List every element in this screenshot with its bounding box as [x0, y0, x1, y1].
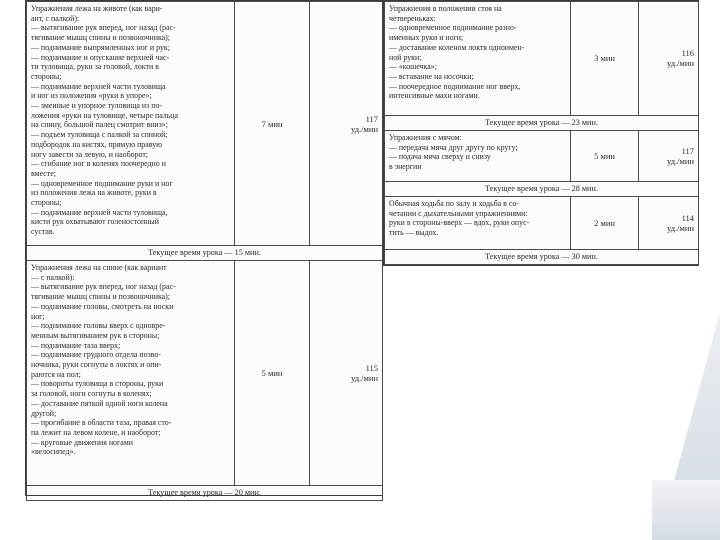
exercise-line: — поднимание головы, смотреть на носки [31, 301, 174, 311]
exercise-line: Упражнения в положении стоя на [389, 4, 502, 13]
exercise-line: ногу завести за левую, и наоборот; [31, 149, 148, 159]
exercise-line: ночника, руки согнуты в локтях и опи- [31, 360, 162, 370]
pulse-cell [639, 130, 699, 181]
exercise-list [31, 4, 230, 237]
table-row [27, 246, 383, 261]
bottom-decoration-band [652, 480, 720, 540]
exercise-line: — поочередное поднимание ног вверх, [389, 81, 521, 91]
exercise-line: стороны; [31, 198, 62, 208]
exercise-line: — передача мяча друг другу по кругу; [389, 142, 518, 152]
exercise-line: — вставание на носочки; [389, 71, 474, 81]
exercise-line: за головой, ноги согнуты в коленях; [31, 389, 152, 399]
exercise-line: — поднимание грудного отдела позво- [31, 350, 161, 360]
exercise-line: — «кошечка»; [389, 62, 437, 72]
exercise-line: стороны; [31, 71, 62, 81]
exercise-line: тягивание мышц спины и позвоночника); [31, 33, 170, 43]
exercise-line: четании с дыхательными упражнениями: [389, 208, 528, 218]
table-row [385, 130, 699, 181]
pulse-unit: уд./мин [350, 123, 378, 134]
exercise-list [389, 199, 566, 238]
exercise-line: — одновременное поднимание разно- [389, 23, 517, 33]
duration-cell [571, 130, 639, 181]
pulse-unit: уд./мин [666, 58, 694, 69]
pulse-unit: уд./мин [350, 373, 378, 383]
exercise-line: — подача мяча сверху и снизу [389, 152, 491, 162]
exercise-line: Упражнения с мячом: [389, 132, 462, 142]
exercise-list [31, 263, 230, 457]
pulse-cell [310, 2, 383, 246]
time-note: Текущее время урока — 23 мин. [385, 115, 699, 130]
pulse-cell [639, 196, 699, 249]
exercise-line: — доставание пяткой одной ноги колена [31, 398, 168, 408]
table-row [385, 181, 699, 196]
exercise-line: «велосипед». [31, 447, 76, 457]
pulse-unit: уд./мин [666, 222, 694, 233]
exercise-list [389, 4, 566, 101]
exercise-line: — круговые движения ногами [31, 437, 133, 447]
pulse-value: 116 [681, 48, 694, 59]
duration-value: 5 мин [594, 150, 615, 161]
exercise-line: — вытягивание рук вперед, ног назад (рас- [31, 23, 176, 33]
pulse-value: 117 [681, 145, 694, 156]
exercise-cell [385, 130, 571, 181]
pulse-unit: уд./мин [666, 155, 694, 166]
exercise-line: — доставание коленом локтя одноимен- [389, 42, 525, 52]
duration-cell [571, 196, 639, 249]
pulse-value: 115 [365, 363, 378, 373]
left-exercise-table [26, 1, 383, 501]
exercise-line: тить — выдох. [389, 228, 439, 238]
exercise-line: — поднимание верхней части туловища, [31, 207, 168, 217]
exercise-line: — вытягивание рук вперед, ног назад (рас- [31, 282, 176, 292]
exercise-list [389, 133, 566, 172]
exercise-line: руки в стороны-вверх — вдох, руки опус- [389, 218, 530, 228]
time-note: Текущее время урока — 30 мин. [385, 249, 699, 264]
exercise-line: ной руки; [389, 52, 422, 62]
exercise-line: в энергии [389, 162, 422, 172]
left-table-scan [25, 0, 383, 496]
exercise-line: — сгибание ног в коленях поочередно и [31, 159, 166, 169]
exercise-line: Упражнения лежа на животе (как вари- [31, 4, 163, 13]
exercise-line: Обычная ходьба по залу и ходьба в со- [389, 198, 519, 208]
time-note: Текущее время урока — 20 мин. [27, 486, 383, 501]
duration-value: 2 мин [594, 217, 615, 228]
table-row [385, 196, 699, 249]
exercise-cell [385, 2, 571, 116]
exercise-line: — с палкой): [31, 272, 75, 282]
exercise-line: четвереньках: [389, 13, 436, 23]
exercise-line: — поднимание головы вверх с одновре- [31, 321, 166, 331]
duration-cell [235, 261, 310, 486]
exercise-line: интенсивные махи ногами. [389, 91, 480, 101]
table-row [385, 249, 699, 264]
exercise-line: менным вытягиванием рук в стороны; [31, 330, 160, 340]
exercise-line: на спину, большой палец смотрит вниз»; [31, 120, 168, 130]
exercise-line: из положения лежа на животе, руки в [31, 188, 157, 198]
exercise-line: — поднимание верхней части туловища [31, 81, 166, 91]
exercise-line: другой; [31, 408, 57, 418]
exercise-line: вместе; [31, 168, 56, 178]
exercise-cell [385, 196, 571, 249]
exercise-line: — прогибание в области таза, правая сто- [31, 418, 172, 428]
pulse-value: 114 [681, 212, 694, 223]
exercise-line: — одновременное поднимание руки и ног [31, 178, 173, 188]
time-note: Текущее время урока — 15 мин. [27, 246, 383, 261]
exercise-line: раются на пол; [31, 369, 81, 379]
table-row [27, 486, 383, 501]
duration-cell [235, 2, 310, 246]
exercise-line: ти туловища, руки за головой, локти в [31, 62, 159, 72]
exercise-line: — поднимание таза вверх; [31, 340, 121, 350]
right-exercise-table [384, 1, 699, 265]
table-row [385, 2, 699, 116]
pulse-cell [310, 261, 383, 486]
table-row [27, 261, 383, 486]
duration-value: 5 мин [261, 368, 283, 378]
duration-cell [571, 2, 639, 116]
exercise-line: и ног из положения «руки в упоре»; [31, 91, 152, 101]
pulse-value: 117 [365, 113, 378, 124]
exercise-line: ложения «руки на туловище, четыре пальца [31, 110, 179, 120]
duration-value: 7 мин [261, 118, 283, 129]
exercise-line: ант, с палкой): [31, 13, 80, 23]
exercise-line: — поднимание выпрямленных ног и рук; [31, 42, 170, 52]
exercise-line: подбородок на кистях, прямую правую [31, 139, 163, 149]
exercise-line: — повороты туловища в стороны, руки [31, 379, 164, 389]
exercise-line: — змеиные и упорное туловища из по- [31, 101, 163, 111]
exercise-line: — поднимание и опускание верхней час- [31, 52, 170, 62]
exercise-cell [27, 261, 235, 486]
exercise-line: — подъем туловища с палкой за спиной; [31, 130, 168, 140]
exercise-line: тягивание мышц спины и позвоночника); [31, 292, 170, 302]
exercise-cell [27, 2, 235, 246]
exercise-line: именных руки и ноги; [389, 33, 464, 43]
pulse-cell [639, 2, 699, 116]
exercise-line: Упражнения лежа на спине (как вариант [31, 263, 167, 272]
time-note: Текущее время урока — 28 мин. [385, 181, 699, 196]
table-row [27, 2, 383, 246]
right-table-scan [383, 0, 699, 266]
exercise-line: па лежит на левом колене, и наоборот; [31, 427, 161, 437]
duration-value: 3 мин [594, 53, 615, 64]
table-row [385, 115, 699, 130]
exercise-line: сустав. [31, 227, 55, 237]
exercise-line: ног; [31, 311, 45, 321]
exercise-line: кисти рук охватывают голеностопный [31, 217, 159, 227]
